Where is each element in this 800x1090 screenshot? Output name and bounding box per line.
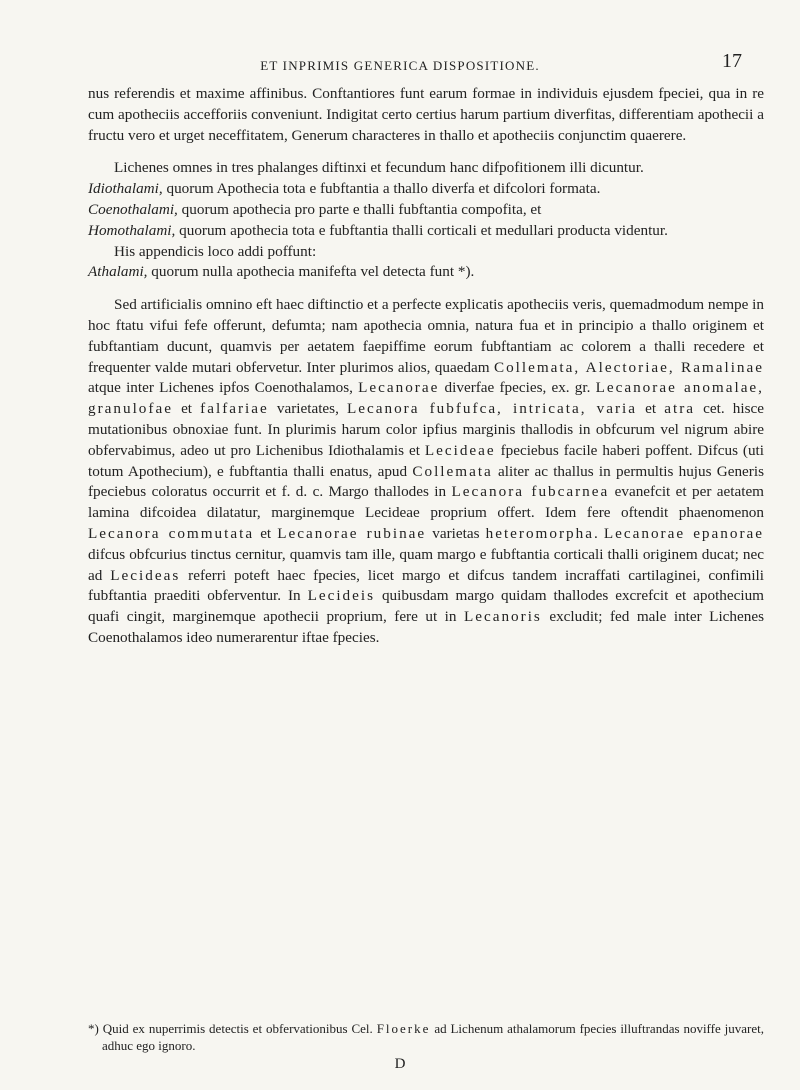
def-coenothalami: quorum apothecia pro parte e thalli fubftantia compofita, et bbox=[177, 200, 542, 218]
term-idiothalami: Idiothalami, bbox=[88, 180, 163, 198]
paragraph-appendix: His appendicis loco addi poffunt: bbox=[114, 242, 317, 260]
term-athalami: Athalami, bbox=[88, 263, 148, 281]
def-athalami: quorum nulla apothecia manifefta vel detecta funt *). bbox=[147, 263, 475, 281]
term-homothalami: Homothalami, bbox=[88, 221, 176, 239]
def-homothalami: quorum apothecia tota e fubftantia thalli corticali et medullari producta videntur. bbox=[175, 221, 668, 239]
paragraph-2: Lichenes omnes in tres phalanges diftinxi et fecundum hanc difpofitionem illi dicuntur. bbox=[114, 159, 644, 177]
signature-mark: D bbox=[394, 1056, 406, 1072]
group-homothalami bbox=[88, 221, 764, 242]
page-number: 17 bbox=[722, 50, 742, 72]
group-idiothalami bbox=[88, 179, 764, 200]
main-text bbox=[88, 84, 764, 649]
group-athalami bbox=[88, 262, 764, 283]
term-coenothalami: Coenothalami, bbox=[88, 200, 178, 218]
running-title: ET INPRIMIS GENERICA DISPOSITIONE. bbox=[260, 58, 540, 73]
genus-names: Collemata, Alectoriae, Ramalinae bbox=[493, 358, 764, 376]
footnote: *) Quid ex nuperrimis detectis et obfervationibus Cel. Floerke ad Lichenum athalamorum fpecies illuftrandas noviffe juvaret, adhuc ego ignoro. bbox=[88, 1021, 764, 1053]
paragraph-main: Sed artificialis omnino eft haec diftinctio et a perfecte explicatis apotheciis veris, quemadmodum nempe in hoc ftatu vifui fefe offerunt, defumta; nam apothecia omnia, natura fua et in principio a thallo originem et fubftantiam ducunt, quamvis per aetatem faepiffime eorum fubftantiam ac colorem a thalli recedere et frequenter valde mutari obfervetur. Inter plurimos alios, quaedam Collemata, Alectoriae, Ramalinae atque inter Lichenes ipfos Coenothalamos, Lecanorae diverfae fpecies, ex. gr. Lecanorae anomalae, granulofae et falfariae varietates, Lecanora fubfufca, intricata, varia et atra cet. hisce mutationibus obnoxiae funt. In plurimis harum color ipfius marginis thallodis in obfcurum vel nigrum abire obfervabimus, adeo ut pro Lichenibus Idiothalamis et Lecideae fpeciebus facile haberi poffent. Difcus (uti totum Apothecium), e fubftantia thalli enatus, apud Collemata aliter ac thallus in permultis hujus Generis fpeciebus coloratus occurrit et f. d. c. Margo thallodes in Lecanora fubcarnea evanefcit et per aetatem lamina difcoidea dilatatur, marginemque Lecideae proprium offert. Idem fere oftendit phaenomenon Lecanora commutata et Lecanorae rubinae varietas heteromorpha. Lecanorae epanorae difcus obfcurius tinctus cernitur, quamvis tam ille, quam margo e fubftantia corticali thalli originem ducat; nec ad Lecideas referri poteft haec fpecies, licet margo et difcus tandem incraffati cartilaginei, confimili fubftantia praediti obferventur. In Lecideis quibusdam margo quidam thallodes excrefcit et apothecium quafi cingit, marginemque apothecii proprium, fere ut in Lecanoris excludit; fed male inter Lichenes Coenothalamos ideo numerarentur iftae fpecies. bbox=[88, 296, 765, 646]
group-coenothalami bbox=[88, 200, 764, 221]
paragraph-1: nus referendis et maxime affinibus. Conftantiores funt earum formae in individuis ejusdem fpeciei, qua in re cum apotheciis accefforiis conveniunt. Indigitat certo certius harum partium diverfitas, differentiam apothecii a fructu vero et urget neceffitatem, Generum characteres in thallo et apotheciis conjunctim quaerere. bbox=[88, 85, 764, 144]
def-idiothalami: quorum Apothecia tota e fubftantia a thallo diverfa et difcolori formata. bbox=[162, 180, 601, 198]
footnote-name: Floerke bbox=[376, 1021, 431, 1036]
